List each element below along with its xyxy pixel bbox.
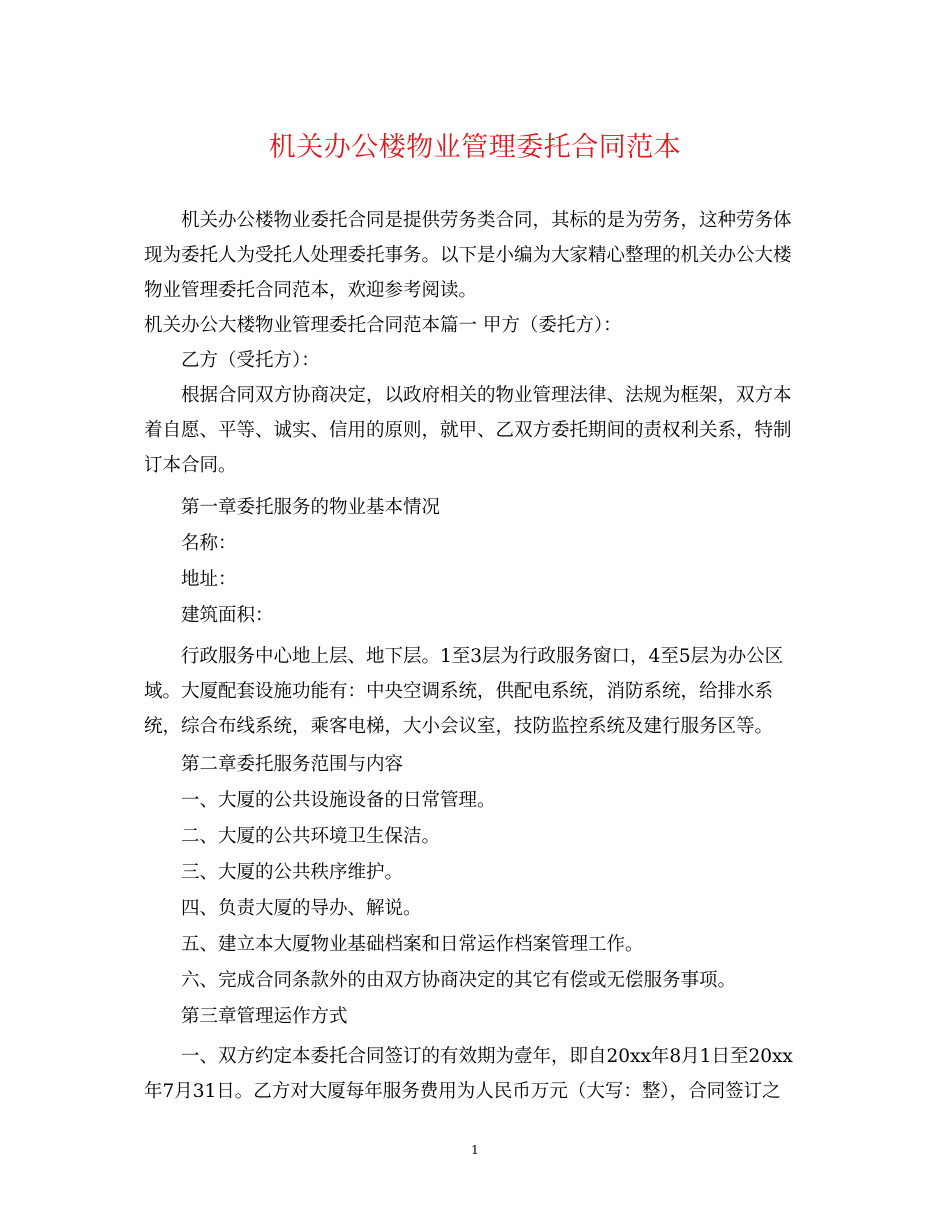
list-item: 一、大厦的公共设施设备的日常管理。 <box>181 790 496 811</box>
body-line: 地址： <box>181 569 237 590</box>
body-line: 建筑面积： <box>181 605 274 626</box>
body-line: 着自愿、平等、诚实、信用的原则，就甲、乙双方委托期间的责权利关系，特制 <box>144 420 792 441</box>
body-line: 一、双方约定本委托合同签订的有效期为壹年，即自20xx年8月1日至20xx <box>181 1046 793 1067</box>
list-item: 六、完成合同条款外的由双方协商决定的其它有偿或无偿服务事项。 <box>181 970 737 991</box>
chapter-heading: 第一章委托服务的物业基本情况 <box>181 497 441 518</box>
body-line: 行政服务中心地上层、地下层。1至3层为行政服务窗口，4至5层为办公区 <box>181 646 784 667</box>
body-line: 现为委托人为受托人处理委托事务。以下是小编为大家精心整理的机关办公大楼 <box>144 245 792 266</box>
body-line: 乙方（受托方）： <box>181 350 320 371</box>
chapter-heading: 第二章委托服务范围与内容 <box>181 754 404 775</box>
body-line: 年7月31日。乙方对大厦每年服务费用为人民币万元（大写：整），合同签订之 <box>144 1081 781 1102</box>
body-line: 机关办公大楼物业管理委托合同范本篇一 甲方（委托方）： <box>144 315 622 336</box>
chapter-heading: 第三章管理运作方式 <box>181 1006 348 1027</box>
list-item: 三、大厦的公共秩序维护。 <box>181 862 404 883</box>
list-item: 四、负责大厦的导办、解说。 <box>181 898 422 919</box>
list-item: 五、建立本大厦物业基础档案和日常运作档案管理工作。 <box>181 934 644 955</box>
body-line: 名称： <box>181 533 237 554</box>
body-line: 根据合同双方协商决定，以政府相关的物业管理法律、法规为框架，双方本 <box>181 385 792 406</box>
document-title: 机关办公楼物业管理委托合同范本 <box>268 132 682 163</box>
body-line: 订本合同。 <box>144 455 237 476</box>
list-item: 二、大厦的公共环境卫生保洁。 <box>181 826 441 847</box>
body-line: 统，综合布线系统，乘客电梯，大小会议室，技防监控系统及建行服务区等。 <box>144 716 774 737</box>
body-line: 物业管理委托合同范本，欢迎参考阅读。 <box>144 280 478 301</box>
body-line: 域。大厦配套设施功能有：中央空调系统，供配电系统，消防系统，给排水系 <box>144 681 774 702</box>
body-line: 机关办公楼物业委托合同是提供劳务类合同，其标的是为劳务，这种劳务体 <box>181 210 792 231</box>
page-number: 1 <box>471 1143 479 1157</box>
